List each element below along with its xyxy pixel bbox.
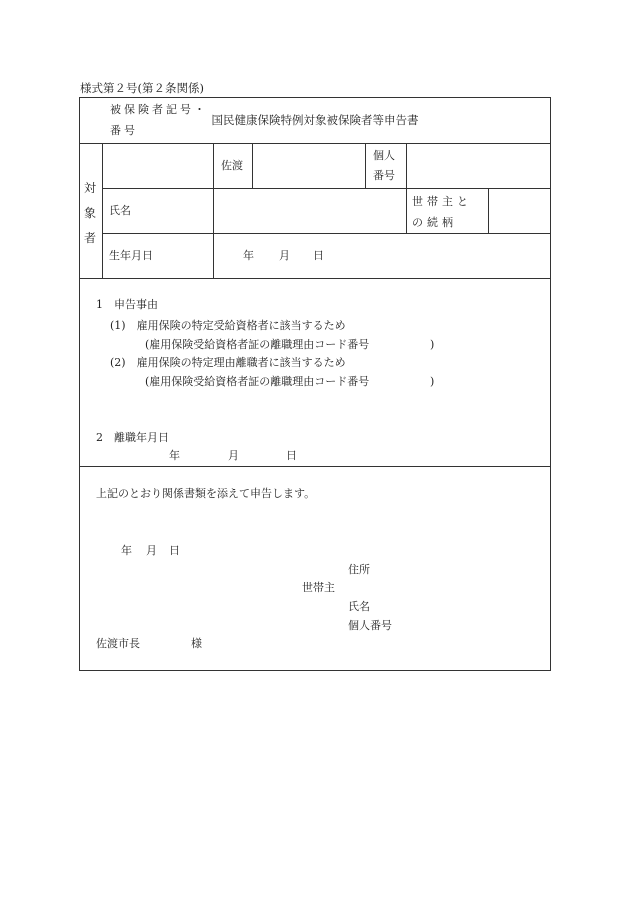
declaration-day: 日 [169, 544, 180, 557]
rule-reason-bottom [80, 466, 550, 467]
reason-item-2-code: (雇用保険受給資格者証の離職理由コード番号 [145, 375, 370, 388]
household-relation-label: 世帯主との続柄 [412, 195, 472, 229]
individual-number-field[interactable] [407, 144, 549, 187]
birthdate-month: 月 [279, 249, 290, 262]
insured-symbol-field[interactable] [253, 144, 364, 187]
declaration-form [79, 97, 551, 671]
form-title: 国民健康保険特例対象被保険者等申告書 [211, 113, 419, 127]
addressee: 佐渡市長 [96, 637, 140, 650]
individual-number-label: 個人番号 [373, 149, 395, 182]
honorific: 様 [191, 637, 202, 650]
insured-symbol-label: 被保険者記号・番号 [110, 103, 208, 137]
declarant-name-label: 氏名 [348, 600, 370, 613]
rule-subject-label-col [102, 143, 103, 278]
birthdate-day: 日 [313, 249, 324, 262]
reason-heading: 1 申告事由 [96, 298, 158, 311]
separation-day: 日 [286, 449, 297, 462]
address-label: 住所 [348, 563, 370, 576]
declarant-number-label: 個人番号 [348, 619, 392, 632]
declaration-month: 月 [146, 544, 157, 557]
reason-item-2-code-close: ) [430, 375, 435, 388]
rule-subject-bottom [80, 278, 550, 279]
birthdate-year: 年 [243, 249, 254, 262]
declaration-year: 年 [121, 544, 132, 557]
rule-row2 [102, 233, 550, 234]
reason-item-1: (1) 雇用保険の特定受給資格者に該当するため [110, 319, 346, 332]
birthdate-label: 生年月日 [109, 249, 153, 262]
form-caption: 様式第２号(第２条関係) [80, 81, 204, 95]
subject-section-label: 対象者 [84, 181, 97, 245]
declaration-statement: 上記のとおり関係書類を添えて申告します。 [96, 487, 316, 500]
rule-relation-label-left [406, 188, 407, 233]
insured-symbol-value: 佐渡 [221, 159, 243, 172]
name-label: 氏名 [109, 204, 131, 217]
householder-label: 世帯主 [302, 581, 335, 594]
separation-date-heading: 2 離職年月日 [96, 431, 169, 444]
name-field[interactable] [214, 189, 405, 232]
reason-item-1-code-close: ) [430, 338, 435, 351]
household-relation-field[interactable] [489, 189, 549, 232]
separation-month: 月 [228, 449, 239, 462]
separation-year: 年 [169, 449, 180, 462]
rule-number-label-left [365, 143, 366, 188]
reason-item-2: (2) 雇用保険の特定理由離職者に該当するため [110, 356, 346, 369]
reason-item-1-code: (雇用保険受給資格者証の離職理由コード番号 [145, 338, 370, 351]
